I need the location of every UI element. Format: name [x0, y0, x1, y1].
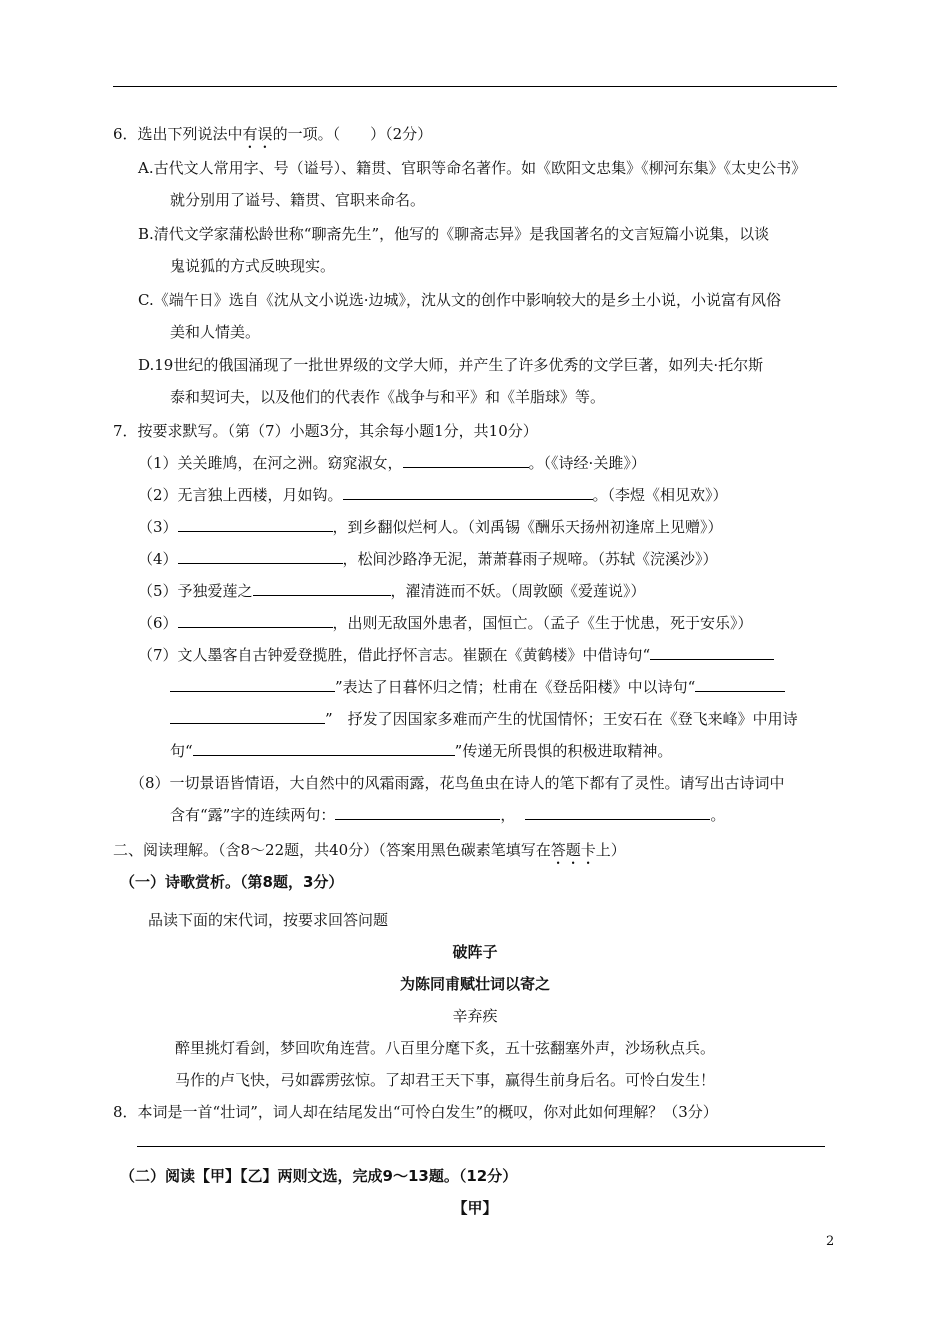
answer-blank[interactable] [178, 613, 333, 628]
q7-item-7-line4: 句“ ”传递无所畏惧的积极进取精神。 [170, 742, 673, 760]
answer-blank[interactable] [170, 709, 325, 724]
answer-blank[interactable] [525, 805, 710, 820]
answer-blank[interactable] [178, 517, 333, 532]
q6-option-b: B.清代文学家蒲松龄世称“聊斋先生”，他写的《聊斋志异》是我国著名的文言短篇小说集，以谈 [138, 225, 770, 243]
q7-item-1: （1）关关雎鸠，在河之洲。窈窕淑女， 。（《诗经·关雎》） [138, 454, 646, 472]
header-rule [113, 86, 837, 87]
part-1-heading: （一）诗歌赏析。（第8题，3分） [120, 873, 344, 891]
q6-option-d-cont: 泰和契诃夫，以及他们的代表作《战争与和平》和《羊脂球》等。 [170, 388, 606, 406]
q7-item-8-line2: 含有“露”字的连续两句： ， 。 [170, 806, 726, 824]
poem-line-1: 醉里挑灯看剑，梦回吹角连营。八百里分麾下炙，五十弦翻塞外声，沙场秋点兵。 [175, 1039, 716, 1057]
poem-author: 辛弃疾 [452, 1007, 498, 1025]
q6-option-c: C.《端午日》选自《沈从文小说选·边城》，沈从文的创作中影响较大的是乡土小说，小说富有风俗 [138, 291, 781, 309]
q6-option-c-cont: 美和人情美。 [170, 323, 261, 341]
q6-option-a: A.古代文人常用字、号（谥号）、籍贯、官职等命名著作。如《欧阳文忠集》《柳河东集》《太史公书》 [138, 159, 807, 177]
q7-item-4: （4） ，松间沙路净无泥，萧萧暮雨子规啼。（苏轼《浣溪沙》） [138, 550, 718, 568]
answer-blank[interactable] [193, 741, 455, 756]
part-2-heading: （二）阅读【甲】【乙】两则文选，完成9～13题。（12分） [120, 1167, 518, 1185]
q7-item-5: （5）予独爱莲之 ，濯清涟而不妖。（周敦颐《爱莲说》） [138, 582, 646, 600]
answer-blank[interactable] [253, 581, 391, 596]
poem-title: 破阵子 [452, 943, 498, 961]
q6-option-a-cont: 就分别用了谥号、籍贯、官职来命名。 [170, 191, 426, 209]
text-jia-label: 【甲】 [452, 1199, 498, 1217]
q7-item-8: （8）一切景语皆情语，大自然中的风霜雨露，花鸟鱼虫在诗人的笔下都有了灵性。请写出古诗词中 [130, 774, 785, 792]
page-number: 2 [826, 1234, 835, 1249]
q7-item-7: （7）文人墨客自古钟爱登揽胜，借此抒怀言志。崔颢在《黄鹤楼》中借诗句“ [138, 645, 774, 665]
poem-intro: 品读下面的宋代词，按要求回答问题 [148, 911, 389, 929]
answer-blank[interactable] [335, 805, 500, 820]
answer-blank[interactable] [695, 677, 785, 692]
q7-item-6: （6） ，出则无敌国外患者，国恒亡。（孟子《生于忧患，死于安乐》） [138, 614, 753, 632]
q8-answer-line[interactable] [137, 1146, 825, 1147]
q7-stem: 7．按要求默写。（第（7）小题3分，其余每小题1分，共10分） [113, 422, 538, 440]
q6-stem: 6．选出下列说法中有误的一项。（ ）（2分） [113, 125, 433, 143]
section-2-heading: 二、阅读理解。（含8～22题，共40分）（答案用黑色碳素笔填写在答题卡上） [113, 841, 626, 859]
q7-item-7-line2: ”表达了日暮怀归之情；杜甫在《登岳阳楼》中以诗句“ [170, 677, 785, 697]
q7-item-3: （3） ，到乡翻似烂柯人。（刘禹锡《酬乐天扬州初逢席上见赠》） [138, 518, 723, 536]
answer-blank[interactable] [170, 677, 335, 692]
answer-blank[interactable] [650, 645, 774, 660]
answer-blank[interactable] [178, 549, 343, 564]
poem-subtitle: 为陈同甫赋壮词以寄之 [399, 975, 550, 993]
q7-item-7-line3: ” 抒发了因国家多难而产生的忧国情怀；王安石在《登飞来峰》中用诗 [170, 709, 798, 729]
q6-option-d: D.19世纪的俄国涌现了一批世界级的文学大师，并产生了许多优秀的文学巨著，如列夫·托尔斯 [138, 356, 764, 374]
q8-stem: 8．本词是一首“壮词”，词人却在结尾发出“可怜白发生”的概叹，你对此如何理解？（3分） [113, 1103, 718, 1121]
poem-line-2: 马作的卢飞快，弓如霹雳弦惊。了却君王天下事，赢得生前身后名。可怜白发生！ [175, 1071, 716, 1089]
answer-blank[interactable] [343, 485, 593, 500]
q6-option-b-cont: 鬼说狐的方式反映现实。 [170, 257, 336, 275]
q7-item-2: （2）无言独上西楼，月如钩。 。（李煜《相见欢》） [138, 486, 728, 504]
answer-blank[interactable] [403, 453, 529, 468]
